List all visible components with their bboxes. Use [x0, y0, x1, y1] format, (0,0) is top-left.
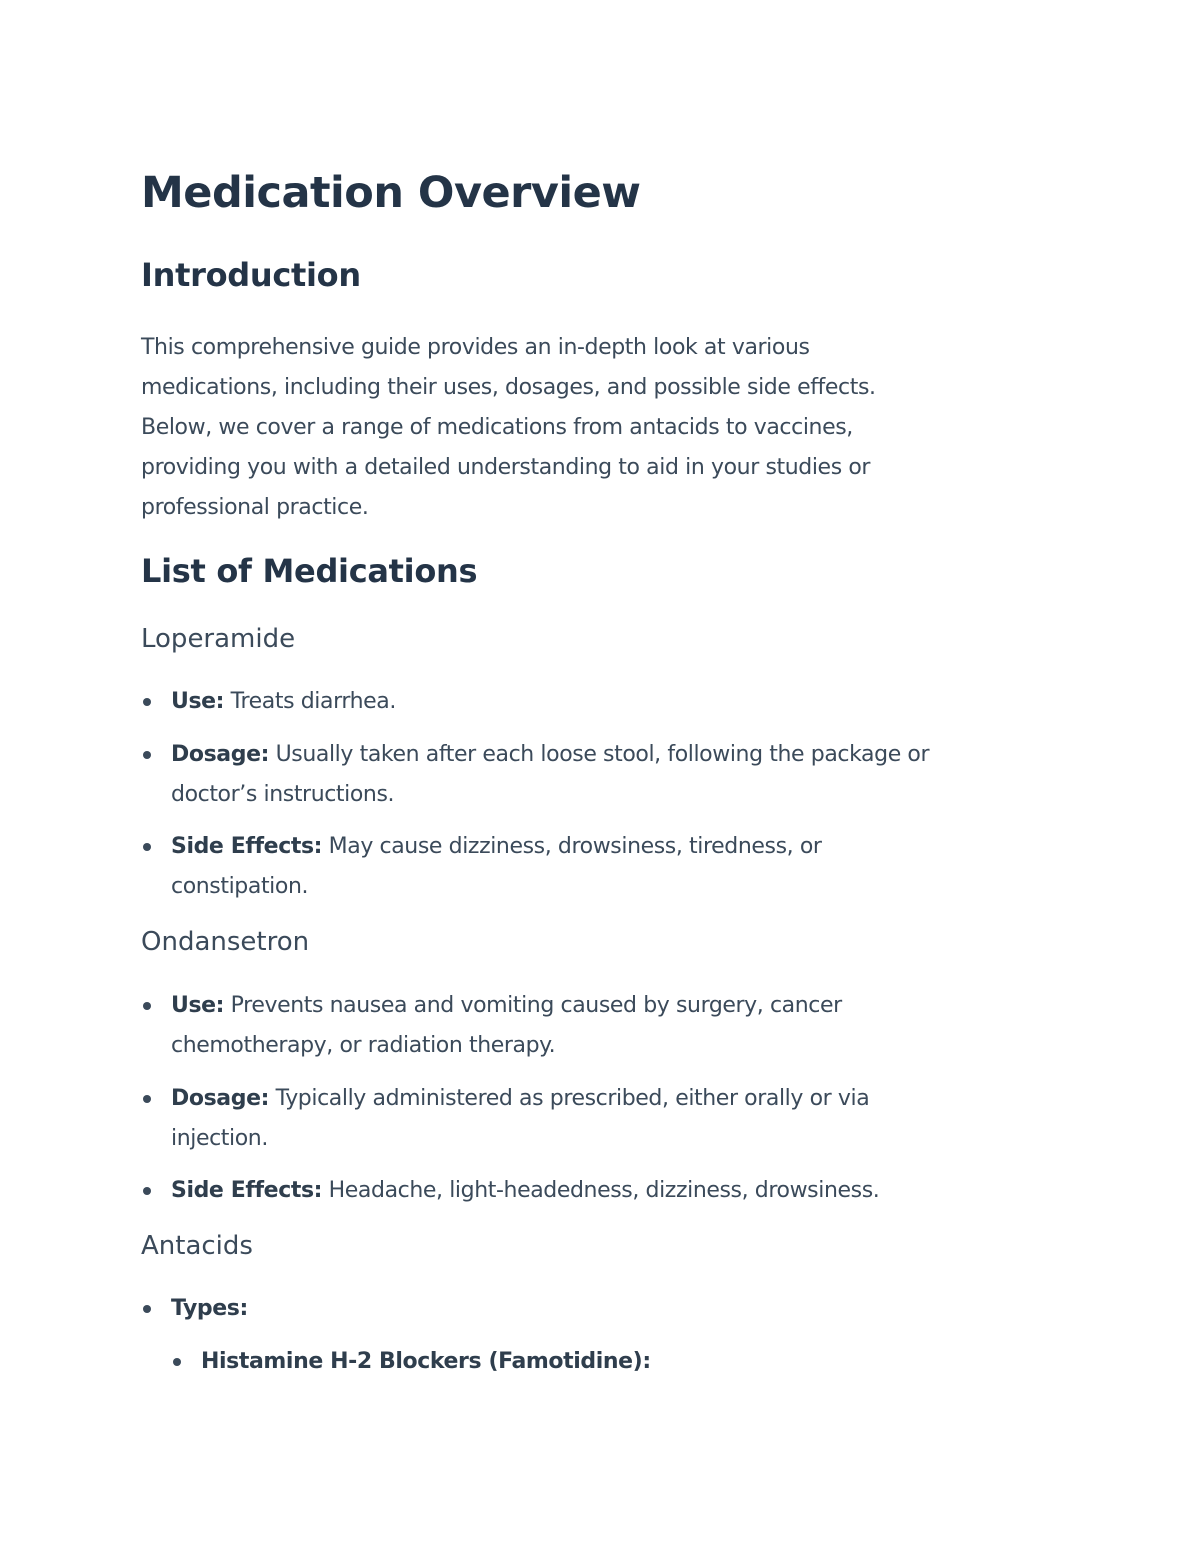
- item-text-continued: injection.: [171, 1126, 268, 1151]
- bullet-icon: [143, 1095, 151, 1103]
- item-text: Prevents nausea and vomiting caused by surgery, cancer: [230, 993, 842, 1018]
- intro-line: This comprehensive guide provides an in-depth look at various: [141, 335, 810, 360]
- item-label: Histamine H-2 Blockers (Famotidine):: [201, 1349, 651, 1374]
- medication-name-antacids: Antacids: [141, 1231, 253, 1261]
- bullet-icon: [143, 1187, 151, 1195]
- item-text: Usually taken after each loose stool, following the package or: [275, 742, 930, 767]
- introduction-heading: Introduction: [141, 256, 361, 294]
- intro-line: medications, including their uses, dosages, and possible side effects.: [141, 375, 876, 400]
- item-label: Types:: [171, 1296, 248, 1321]
- list-of-medications-heading: List of Medications: [141, 552, 478, 590]
- intro-line: Below, we cover a range of medications from antacids to vaccines,: [141, 415, 853, 440]
- bullet-icon: [143, 751, 151, 759]
- item-label: Dosage:: [171, 742, 269, 767]
- intro-line: professional practice.: [141, 495, 369, 520]
- bullet-icon: [173, 1358, 181, 1366]
- item-label: Side Effects:: [171, 834, 323, 859]
- item-text-continued: constipation.: [171, 874, 309, 899]
- item-label: Dosage:: [171, 1086, 269, 1111]
- bullet-icon: [143, 1002, 151, 1010]
- introduction-paragraph: [141, 328, 1021, 528]
- medication-name-loperamide: Loperamide: [141, 624, 296, 654]
- bullet-icon: [143, 843, 151, 851]
- intro-line: providing you with a detailed understanding to aid in your studies or: [141, 455, 871, 480]
- item-text: May cause dizziness, drowsiness, tiredness, or: [328, 834, 822, 859]
- item-label: Use:: [171, 993, 225, 1018]
- page-title: Medication Overview: [141, 168, 641, 218]
- item-label: Use:: [171, 689, 225, 714]
- item-text: Typically administered as prescribed, either orally or via: [275, 1086, 870, 1111]
- medication-name-ondansetron: Ondansetron: [141, 927, 310, 957]
- item-text: Treats diarrhea.: [230, 689, 396, 714]
- bullet-icon: [143, 698, 151, 706]
- item-text-continued: chemotherapy, or radiation therapy.: [171, 1033, 556, 1058]
- bullet-icon: [143, 1305, 151, 1313]
- item-text-continued: doctor’s instructions.: [171, 782, 395, 807]
- item-label: Side Effects:: [171, 1178, 323, 1203]
- item-text: Headache, light-headedness, dizziness, drowsiness.: [328, 1178, 880, 1203]
